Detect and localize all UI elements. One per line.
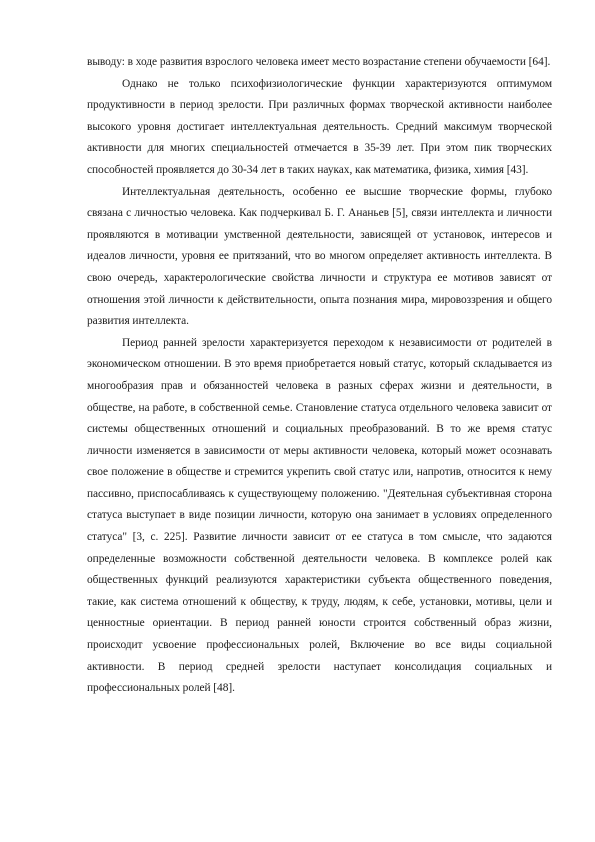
body-text: [87, 52, 552, 700]
paragraph-early-maturity: Период ранней зрелости характеризуется переходом к независимости от родителей в экономическом отношении. В это время приобретается новый статус, который складывается из многообразия прав и обязанностей человека в разных сферах жизни и деятельности, в обществе, на работе, в собственной семье. Становление статуса отдельного человека зависит от системы общественных отношений и социальных преобразований. В то же время статус личности изменяется в зависимости от меры активности человека, который может осознавать свое положение в обществе и стремится укрепить свой статус или, напротив, относится к нему пассивно, приспосабливаясь к существующему положению. "Деятельная субъективная сторона статуса выступает в виде позиции личности, которую она занимает в условиях определенного статуса" [3, с. 225]. Развитие личности зависит от ее статуса в том смысле, что задаются определенные возможности собственной деятельности человека. В комплексе ролей как общественных функций реализуются характеристики субъекта общественного поведения, такие, как система отношений к обществу, к труду, людям, к себе, установки, мотивы, цели и ценностные ориентации. В период ранней юности строится собственный образ жизни, происходит усвоение профессиональных ролей, Включение во все виды социальной активности. В период средней зрелости наступает консолидация социальных и профессиональных ролей [48].: [87, 336, 552, 695]
paragraph-creative-activity: Однако не только психофизиологические функции характеризуются оптимумом продуктивности в период зрелости. При различных формах творческой активности наиболее высокого уровня достигает интеллектуальная деятельность. Средний максимум творческой активности для многих специальностей отмечается в 35-39 лет. При этом пик творческих способностей проявляется до 30-34 лет в таких науках, как математика, физика, химия [43].: [87, 77, 552, 176]
paragraph-continuation: выводу: в ходе развития взрослого человека имеет место возрастание степени обучаемости [64].: [87, 56, 551, 68]
paragraph-intellect-personality: Интеллектуальная деятельность, особенно ее высшие творческие формы, глубоко связана с личностью человека. Как подчеркивал Б. Г. Ананьев [5], связи интеллекта и личности проявляются в мотивации умственной деятельности, зависящей от установок, интересов и идеалов личности, уровня ее притязаний, что во многом определяет активность интеллекта. В свою очередь, характерологические свойства личности и структура ее мотивов зависят от отношения этой личности к действительности, опыта познания мира, мировоззрения и общего развития интеллекта.: [87, 185, 552, 328]
